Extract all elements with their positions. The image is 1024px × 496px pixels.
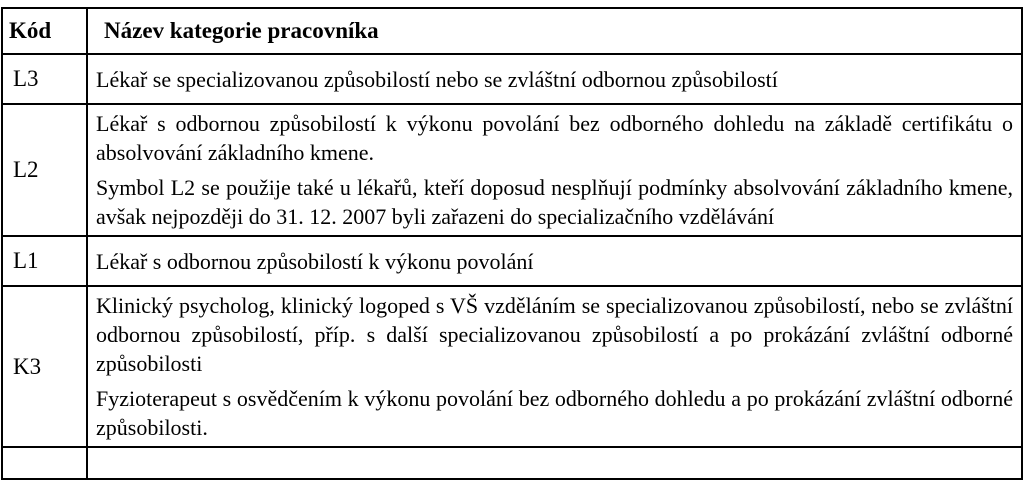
description-paragraph: Lékař s odbornou způsobilostí k výkonu povolání (96, 248, 534, 274)
row-code: K3 (2, 286, 87, 447)
description-paragraph: Symbol L2 se použije také u lékařů, kteří doposud nesplňují podmínky absolvování základního kmene, avšak nejpozději do 31. 12. 2007 byli zařazeni do specializačního vzdělávání (96, 175, 1013, 229)
row-description (87, 54, 1022, 104)
worker-category-table (1, 7, 1023, 480)
table-row-cut-off (2, 447, 1022, 479)
description-paragraph: Lékař se specializovanou způsobilostí nebo se zvláštní odbornou způsobilostí (96, 66, 778, 92)
row-code: L2 (2, 104, 87, 236)
table-row (2, 236, 1022, 286)
column-header-code: Kód (2, 8, 87, 54)
description-paragraph: Klinický psycholog, klinický logoped s VŠ vzděláním se specializovanou způsobilostí, nebo se zvláštní odbornou způsobilostí, příp. s další specializovanou způsobilostí a po prokázání zvláštní odborné způsobilosti (96, 293, 1013, 376)
row-description (87, 286, 1022, 447)
row-description (87, 236, 1022, 286)
table-row (2, 286, 1022, 447)
row-code-empty (2, 447, 87, 479)
column-header-name: Název kategorie pracovníka (87, 8, 1022, 54)
row-description-empty (87, 447, 1022, 479)
description-paragraph: Lékař s odbornou způsobilostí k výkonu povolání bez odborného dohledu na základě certifikátu o absolvování základního kmene. (96, 111, 1013, 165)
table-header-row (2, 8, 1022, 54)
table-row (2, 104, 1022, 236)
row-code: L3 (2, 54, 87, 104)
row-description (87, 104, 1022, 236)
table-row (2, 54, 1022, 104)
description-paragraph: Fyzioterapeut s osvědčením k výkonu povolání bez odborného dohledu a po prokázání zvláštní odborné způsobilosti. (96, 386, 1013, 440)
row-code: L1 (2, 236, 87, 286)
